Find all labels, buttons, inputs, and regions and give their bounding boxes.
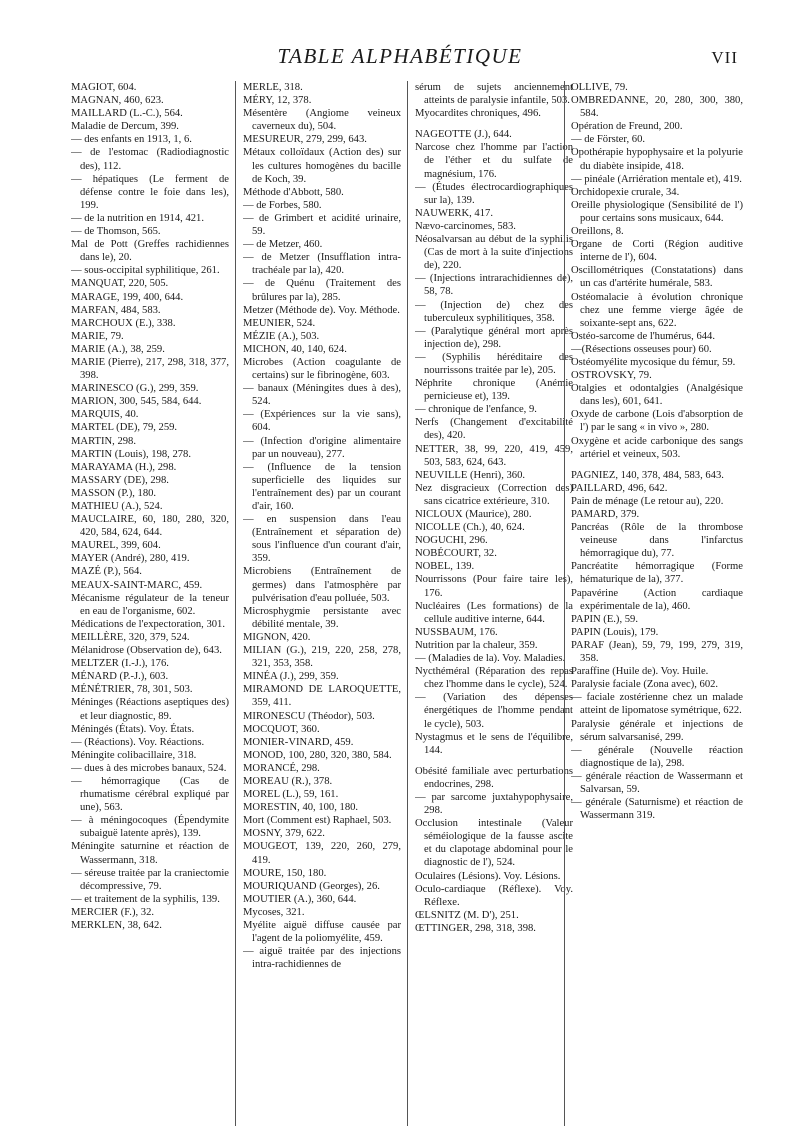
index-entry: Ostéomyélite mycosique du fémur, 59.	[571, 356, 736, 368]
index-entry: MIGNON, 420.	[243, 631, 311, 643]
page-header	[0, 40, 800, 74]
index-entry: — de Metzer (Insufflation intra-trachéale par la), 420.	[243, 252, 401, 277]
index-entry: — pinéale (Arriération mentale et), 419.	[571, 173, 742, 185]
index-entry: — (Maladies de la). Voy. Maladies.	[415, 653, 566, 665]
index-entry: Médications de l'expectoration, 301.	[71, 618, 226, 630]
index-entry: — séreuse traitée par la craniectomie décompressive, 79.	[71, 867, 229, 892]
index-entry: MASSARY (DE), 298.	[71, 474, 169, 486]
index-entry: — chronique de l'enfance, 9.	[415, 404, 537, 416]
index-entry: MARCHOUX (E.), 338.	[71, 317, 176, 329]
index-entry: Occlusion intestinale (Valeur séméiologique de la fausse ascite et du clapotage abdominal pour le diagnostic de l'), 524.	[415, 818, 573, 869]
index-entry: Myélite aiguë diffuse causée par l'agent de la poliomyélite, 459.	[243, 920, 401, 945]
index-entry: — (Infection d'origine alimentaire par un nouveau), 277.	[243, 435, 401, 460]
index-entry: Méningite colibacillaire, 318.	[71, 749, 197, 761]
index-entry: ŒLSNITZ (M. D'), 251.	[415, 909, 519, 921]
index-entry: — de Metzer, 460.	[243, 239, 323, 251]
index-column-3	[415, 81, 573, 1131]
index-entry: — hépatiques (Le ferment de défense contre le foie dans les), 199.	[71, 173, 229, 211]
index-entry: — de la nutrition en 1914, 421.	[71, 212, 204, 224]
index-entry: NOBEL, 139.	[415, 561, 475, 573]
index-entry: — (Influence de la tension superficielle des liquides sur l'entraînement des) par un courant d'air, 160.	[243, 461, 401, 512]
index-entry: MÉNÉTRIER, 78, 301, 503.	[71, 684, 193, 696]
index-entry: MOSNY, 379, 622.	[243, 828, 325, 840]
index-entry: NOBÉCOURT, 32.	[415, 548, 497, 560]
index-entry: Mal de Pott (Greffes rachidiennes dans le), 20.	[71, 239, 229, 264]
index-entry: — générale réaction de Wassermann et Salvarsan, 59.	[571, 770, 743, 795]
index-entry: MOURIQUAND (Georges), 26.	[243, 880, 380, 892]
index-entry: OMBREDANNE, 20, 280, 300, 380, 584.	[571, 95, 743, 120]
index-entry: Microbiens (Entraînement de germes) dans l'atmosphère par pulvérisation d'eau polluée, 503.	[243, 566, 401, 604]
index-entry: MASSON (P.), 180.	[71, 487, 157, 499]
index-entry: Oculo-cardiaque (Réflexe). Voy. Réflexe.	[415, 883, 573, 908]
index-entry: — de Grimbert et acidité urinaire, 59.	[243, 212, 401, 238]
index-entry: Nystagmus et le sens de l'équilibre, 144.	[415, 731, 573, 756]
index-entry: MÉRY, 12, 378.	[243, 95, 312, 107]
index-entry: OLLIVE, 79.	[571, 82, 628, 93]
index-entry: MOUGEOT, 139, 220, 260, 279, 419.	[243, 841, 401, 866]
index-entry: Otalgies et odontalgies (Analgésique dans les), 601, 641.	[571, 383, 743, 408]
index-entry: — (Paralytique général mort après injection de), 298.	[415, 325, 573, 350]
index-entry: Obésité familiale avec perturbations endocrines, 298.	[415, 765, 573, 790]
index-entry: MÉNARD (P.-J.), 603.	[71, 671, 169, 683]
index-entry: MÉZIE (A.), 503.	[243, 330, 320, 342]
column-divider	[235, 81, 236, 1126]
index-entry: MAUREL, 399, 604.	[71, 540, 161, 552]
index-entry: ŒTTINGER, 298, 318, 398.	[415, 922, 536, 934]
index-entry: Paralysie générale et injections de sérum salvarsanisé, 299.	[571, 718, 743, 743]
index-entry: PAPIN (Louis), 179.	[571, 626, 659, 638]
index-entry: Mycoses, 321.	[243, 906, 305, 918]
index-entry: MESUREUR, 279, 299, 643.	[243, 134, 367, 146]
index-entry: Nez disgracieux (Correction des) sans cicatrice extérieure, 310.	[415, 482, 573, 507]
index-entry: MARTIN, 298.	[71, 435, 136, 447]
index-entry: MOURE, 150, 180.	[243, 867, 327, 879]
index-entry: Pancréatite hémorragique (Forme hématurique de la), 377.	[571, 561, 743, 586]
index-entry: Nycthéméral (Réparation des repas chez l'homme dans le cycle), 524.	[415, 666, 573, 691]
index-column-4	[571, 81, 743, 1131]
index-entry: MERLE, 318.	[243, 82, 303, 93]
index-entry: Ostéomalacie à évolution chronique chez une femme vierge âgée de soixante-sept ans, 622.	[571, 291, 743, 329]
index-entry: Nævo-carcinomes, 583.	[415, 220, 516, 232]
index-entry: MIRONESCU (Théodor), 503.	[243, 710, 375, 722]
index-entry: MONOD, 100, 280, 320, 380, 584.	[243, 749, 392, 761]
index-entry: Oculaires (Lésions). Voy. Lésions.	[415, 870, 561, 882]
index-entry: — des enfants en 1913, 1, 6.	[71, 134, 192, 146]
index-entry: Métaux colloïdaux (Action des) sur les cultures homogènes du bacille de Koch, 39.	[243, 147, 401, 185]
index-entry: MARINESCO (G.), 299, 359.	[71, 383, 199, 395]
index-entry: Mécanisme régulateur de la teneur en eau de l'organisme, 602.	[71, 592, 229, 617]
index-entry: MELTZER (I.-J.), 176.	[71, 658, 169, 670]
index-entry: MILIAN (G.), 219, 220, 258, 278, 321, 353, 358.	[243, 645, 401, 670]
index-entry: MOUTIER (A.), 360, 644.	[243, 893, 357, 905]
index-entry: Méningite saturnine et réaction de Wassermann, 318.	[71, 841, 229, 866]
index-entry: — de l'estomac (Radiodiagnostic des), 112.	[71, 147, 229, 172]
index-entry: — de Förster, 60.	[571, 134, 646, 146]
index-entry: MERKLEN, 38, 642.	[71, 920, 162, 931]
index-entry: MARIE, 79.	[71, 330, 124, 342]
index-entry: Mélanidrose (Observation de), 643.	[71, 645, 222, 657]
index-entry: MAUCLAIRE, 60, 180, 280, 320, 420, 584, 624, 644.	[71, 514, 229, 539]
index-entry: MINÉA (J.), 299, 359.	[243, 671, 339, 683]
index-column-2	[243, 81, 401, 1131]
index-entry: Pain de ménage (Le retour au), 220.	[571, 495, 724, 507]
index-entry: MERCIER (F.), 32.	[71, 906, 155, 918]
index-entry: PAILLARD, 496, 642.	[571, 482, 668, 494]
index-entry: — aiguë traitée par des injections intra-rachidiennes de	[243, 946, 401, 971]
index-entry: Orchidopexie crurale, 34.	[571, 186, 680, 198]
index-entry: sérum de sujets anciennement atteints de paralysie infantile, 503.	[415, 82, 573, 107]
index-entry: —(Résections osseuses pour) 60.	[571, 343, 712, 355]
index-entry: Opération de Freund, 200.	[571, 121, 683, 133]
index-entry: MARIE (A.), 38, 259.	[71, 343, 165, 355]
index-entry: MAZÉ (P.), 564.	[71, 566, 142, 578]
index-entry: — générale (Nouvelle réaction diagnostique de la), 298.	[571, 744, 743, 769]
index-entry: MEILLÈRE, 320, 379, 524.	[71, 631, 190, 643]
index-entry: MARAYAMA (H.), 298.	[71, 461, 177, 473]
index-entry: — (Études électrocardiographiques sur la), 139.	[415, 181, 573, 206]
index-entry: Nourrissons (Pour faire taire les), 176.	[415, 574, 573, 599]
index-entry: — hémorragique (Cas de rhumatisme cérébral expliqué par une), 563.	[71, 775, 229, 814]
index-entry: NUSSBAUM, 176.	[415, 626, 498, 638]
index-entry: — de Forbes, 580.	[243, 199, 322, 211]
index-entry: — à méningocoques (Épendymite subaiguë latente après), 139.	[71, 815, 229, 840]
column-divider	[407, 81, 408, 1126]
index-entry: Organe de Corti (Région auditive interne de l'), 604.	[571, 239, 743, 264]
index-entry: Paralysie faciale (Zona avec), 602.	[571, 679, 719, 691]
index-entry: PARAF (Jean), 59, 79, 199, 279, 319, 358.	[571, 639, 743, 665]
page-title: TABLE ALPHABÉTIQUE	[277, 44, 523, 68]
index-entry: Oreille physiologique (Sensibilité de l') pour certains sons musicaux, 644.	[571, 199, 743, 224]
index-entry: MARQUIS, 40.	[71, 409, 139, 421]
index-entry: MEAUX-SAINT-MARC, 459.	[71, 579, 203, 591]
index-entry: MARTEL (DE), 79, 259.	[71, 422, 178, 434]
index-entry: — et traitement de la syphilis, 139.	[71, 893, 220, 905]
index-entry: — en suspension dans l'eau (Entraînement et séparation de) sous l'influence d'un courant d'air, 359.	[243, 514, 401, 565]
index-entry: MIRAMOND DE LAROQUETTE, 359, 411.	[243, 684, 401, 709]
index-entry: — (Expériences sur la vie sans), 604.	[243, 409, 401, 434]
index-entry: MARTIN (Louis), 198, 278.	[71, 448, 192, 460]
index-entry: Opothérapie hypophysaire et la polyurie du diabète insipide, 418.	[571, 147, 743, 172]
page-number: VII	[711, 48, 738, 67]
index-entry: — faciale zostérienne chez un malade atteint de lipomatose symétrique, 622.	[571, 692, 743, 717]
index-entry: Oxyde de carbone (Lois d'absorption de l') par le sang « in vivo », 280.	[571, 409, 743, 434]
index-entry: MORESTIN, 40, 100, 180.	[243, 802, 359, 814]
index-entry: MOCQUOT, 360.	[243, 723, 320, 735]
index-entry: — (Variation des dépenses énergétiques de l'homme pendant le cycle), 503.	[415, 692, 573, 730]
index-entry: NOGUCHI, 296.	[415, 535, 488, 547]
index-entry: Néphrite chronique (Anémie pernicieuse et), 139.	[415, 378, 573, 403]
index-entry: — de Thomson, 565.	[71, 226, 161, 238]
index-entry: NETTER, 38, 99, 220, 419, 459, 503, 583, 624, 643.	[415, 443, 573, 468]
index-entry: Oscillométriques (Constatations) dans un cas d'artérite humérale, 583.	[571, 265, 743, 290]
index-entry: NAGEOTTE (J.), 644.	[415, 129, 512, 141]
index-entry: Méningés (États). Voy. États.	[71, 723, 195, 735]
index-entry: NICLOUX (Maurice), 280.	[415, 509, 532, 520]
index-entry: — générale (Saturnisme) et réaction de Wassermann 319.	[571, 797, 743, 822]
index-entry: MEUNIER, 524.	[243, 317, 316, 329]
index-entry: MICHON, 40, 140, 624.	[243, 343, 347, 355]
index-entry: Pancréas (Rôle de la thrombose veineuse dans l'infarctus hémorragique du), 77.	[571, 522, 743, 560]
index-entry: Oxygène et acide carbonique des sangs artériel et veineux, 503.	[571, 435, 743, 460]
index-entry: MANQUAT, 220, 505.	[71, 278, 169, 290]
index-entry: MOREAU (R.), 378.	[243, 775, 333, 787]
index-columns	[71, 81, 741, 1131]
index-entry: MARION, 300, 545, 584, 644.	[71, 396, 202, 408]
index-entry: NAUWERK, 417.	[415, 207, 493, 219]
index-entry: Méninges (Réactions aseptiques des) et leur diagnostic, 89.	[71, 697, 229, 722]
index-entry: Nutrition par la chaleur, 359.	[415, 639, 538, 651]
index-entry: — (Injection de) chez des tuberculeux syphilitiques, 358.	[415, 299, 573, 324]
index-column-1	[71, 81, 229, 1131]
index-entry: Nucléaires (Les formations) de la cellule auditive interne, 644.	[415, 600, 573, 625]
index-entry: — (Réactions). Voy. Réactions.	[71, 736, 205, 748]
index-entry: — (Injections intrarachidiennes de), 58, 78.	[415, 273, 573, 298]
index-entry: Microsphygmie persistante avec débilité mentale, 39.	[243, 605, 401, 630]
index-entry: OSTROVSKY, 79.	[571, 370, 652, 382]
index-entry: MAYER (André), 280, 419.	[71, 553, 190, 565]
index-entry: MARIE (Pierre), 217, 298, 318, 377, 398.	[71, 356, 229, 382]
index-entry: MATHIEU (A.), 524.	[71, 501, 163, 512]
index-entry: MONIER-VINARD, 459.	[243, 736, 354, 748]
column-divider	[564, 81, 565, 1126]
index-entry: MAGIOT, 604.	[71, 82, 137, 93]
index-entry: — (Syphilis héréditaire des nourrissons traitée par le), 205.	[415, 351, 573, 376]
index-entry: MAGNAN, 460, 623.	[71, 95, 164, 107]
index-entry: MOREL (L.), 59, 161.	[243, 789, 339, 801]
index-entry: PAMARD, 379.	[571, 509, 640, 520]
index-entry: Maladie de Dercum, 399.	[71, 121, 179, 133]
index-entry: Nerfs (Changement d'excitabilité des), 420.	[415, 417, 573, 442]
index-entry: — dues à des microbes banaux, 524.	[71, 762, 227, 774]
index-entry: Microbes (Action coagulante de certains) sur le fibrinogène, 603.	[243, 356, 401, 382]
index-entry: — sous-occipital syphilitique, 261.	[71, 265, 220, 277]
index-entry: Mort (Comment est) Raphael, 503.	[243, 815, 392, 827]
index-entry: MORANCÉ, 298.	[243, 762, 320, 774]
index-entry: Ostéo-sarcome de l'humérus, 644.	[571, 330, 716, 342]
index-entry: MAILLARD (L.-C.), 564.	[71, 108, 183, 120]
index-entry: NEUVILLE (Henri), 360.	[415, 469, 526, 481]
index-entry: Metzer (Méthode de). Voy. Méthode.	[243, 304, 400, 316]
index-entry: Narcose chez l'homme par l'action de l'éther et du sulfate de magnésium, 176.	[415, 142, 573, 180]
index-entry: — de Quénu (Traitement des brûlures par la), 285.	[243, 278, 401, 303]
index-entry: NICOLLE (Ch.), 40, 624.	[415, 522, 525, 534]
index-entry: MARFAN, 484, 583.	[71, 304, 161, 316]
index-entry: Myocardites chroniques, 496.	[415, 108, 541, 120]
index-entry: MARAGE, 199, 400, 644.	[71, 291, 184, 303]
index-entry: Paraffine (Huile de). Voy. Huile.	[571, 666, 709, 678]
index-entry: Mésentère (Angiome veineux caverneux du), 504.	[243, 108, 401, 133]
index-entry: PAGNIEZ, 140, 378, 484, 583, 643.	[571, 469, 724, 481]
index-entry: Néosalvarsan au début de la syphilis (Cas de mort à la suite d'injections de), 220.	[415, 234, 573, 272]
index-entry: PAPIN (E.), 59.	[571, 613, 639, 625]
index-entry: — par sarcome juxtahypophysaire, 298.	[415, 791, 573, 817]
index-entry: — banaux (Méningites dues à des), 524.	[243, 383, 401, 408]
index-entry: Papavérine (Action cardiaque expérimentale de la), 460.	[571, 587, 743, 612]
index-entry: Oreillons, 8.	[571, 226, 624, 238]
index-entry: Méthode d'Abbott, 580.	[243, 186, 344, 198]
